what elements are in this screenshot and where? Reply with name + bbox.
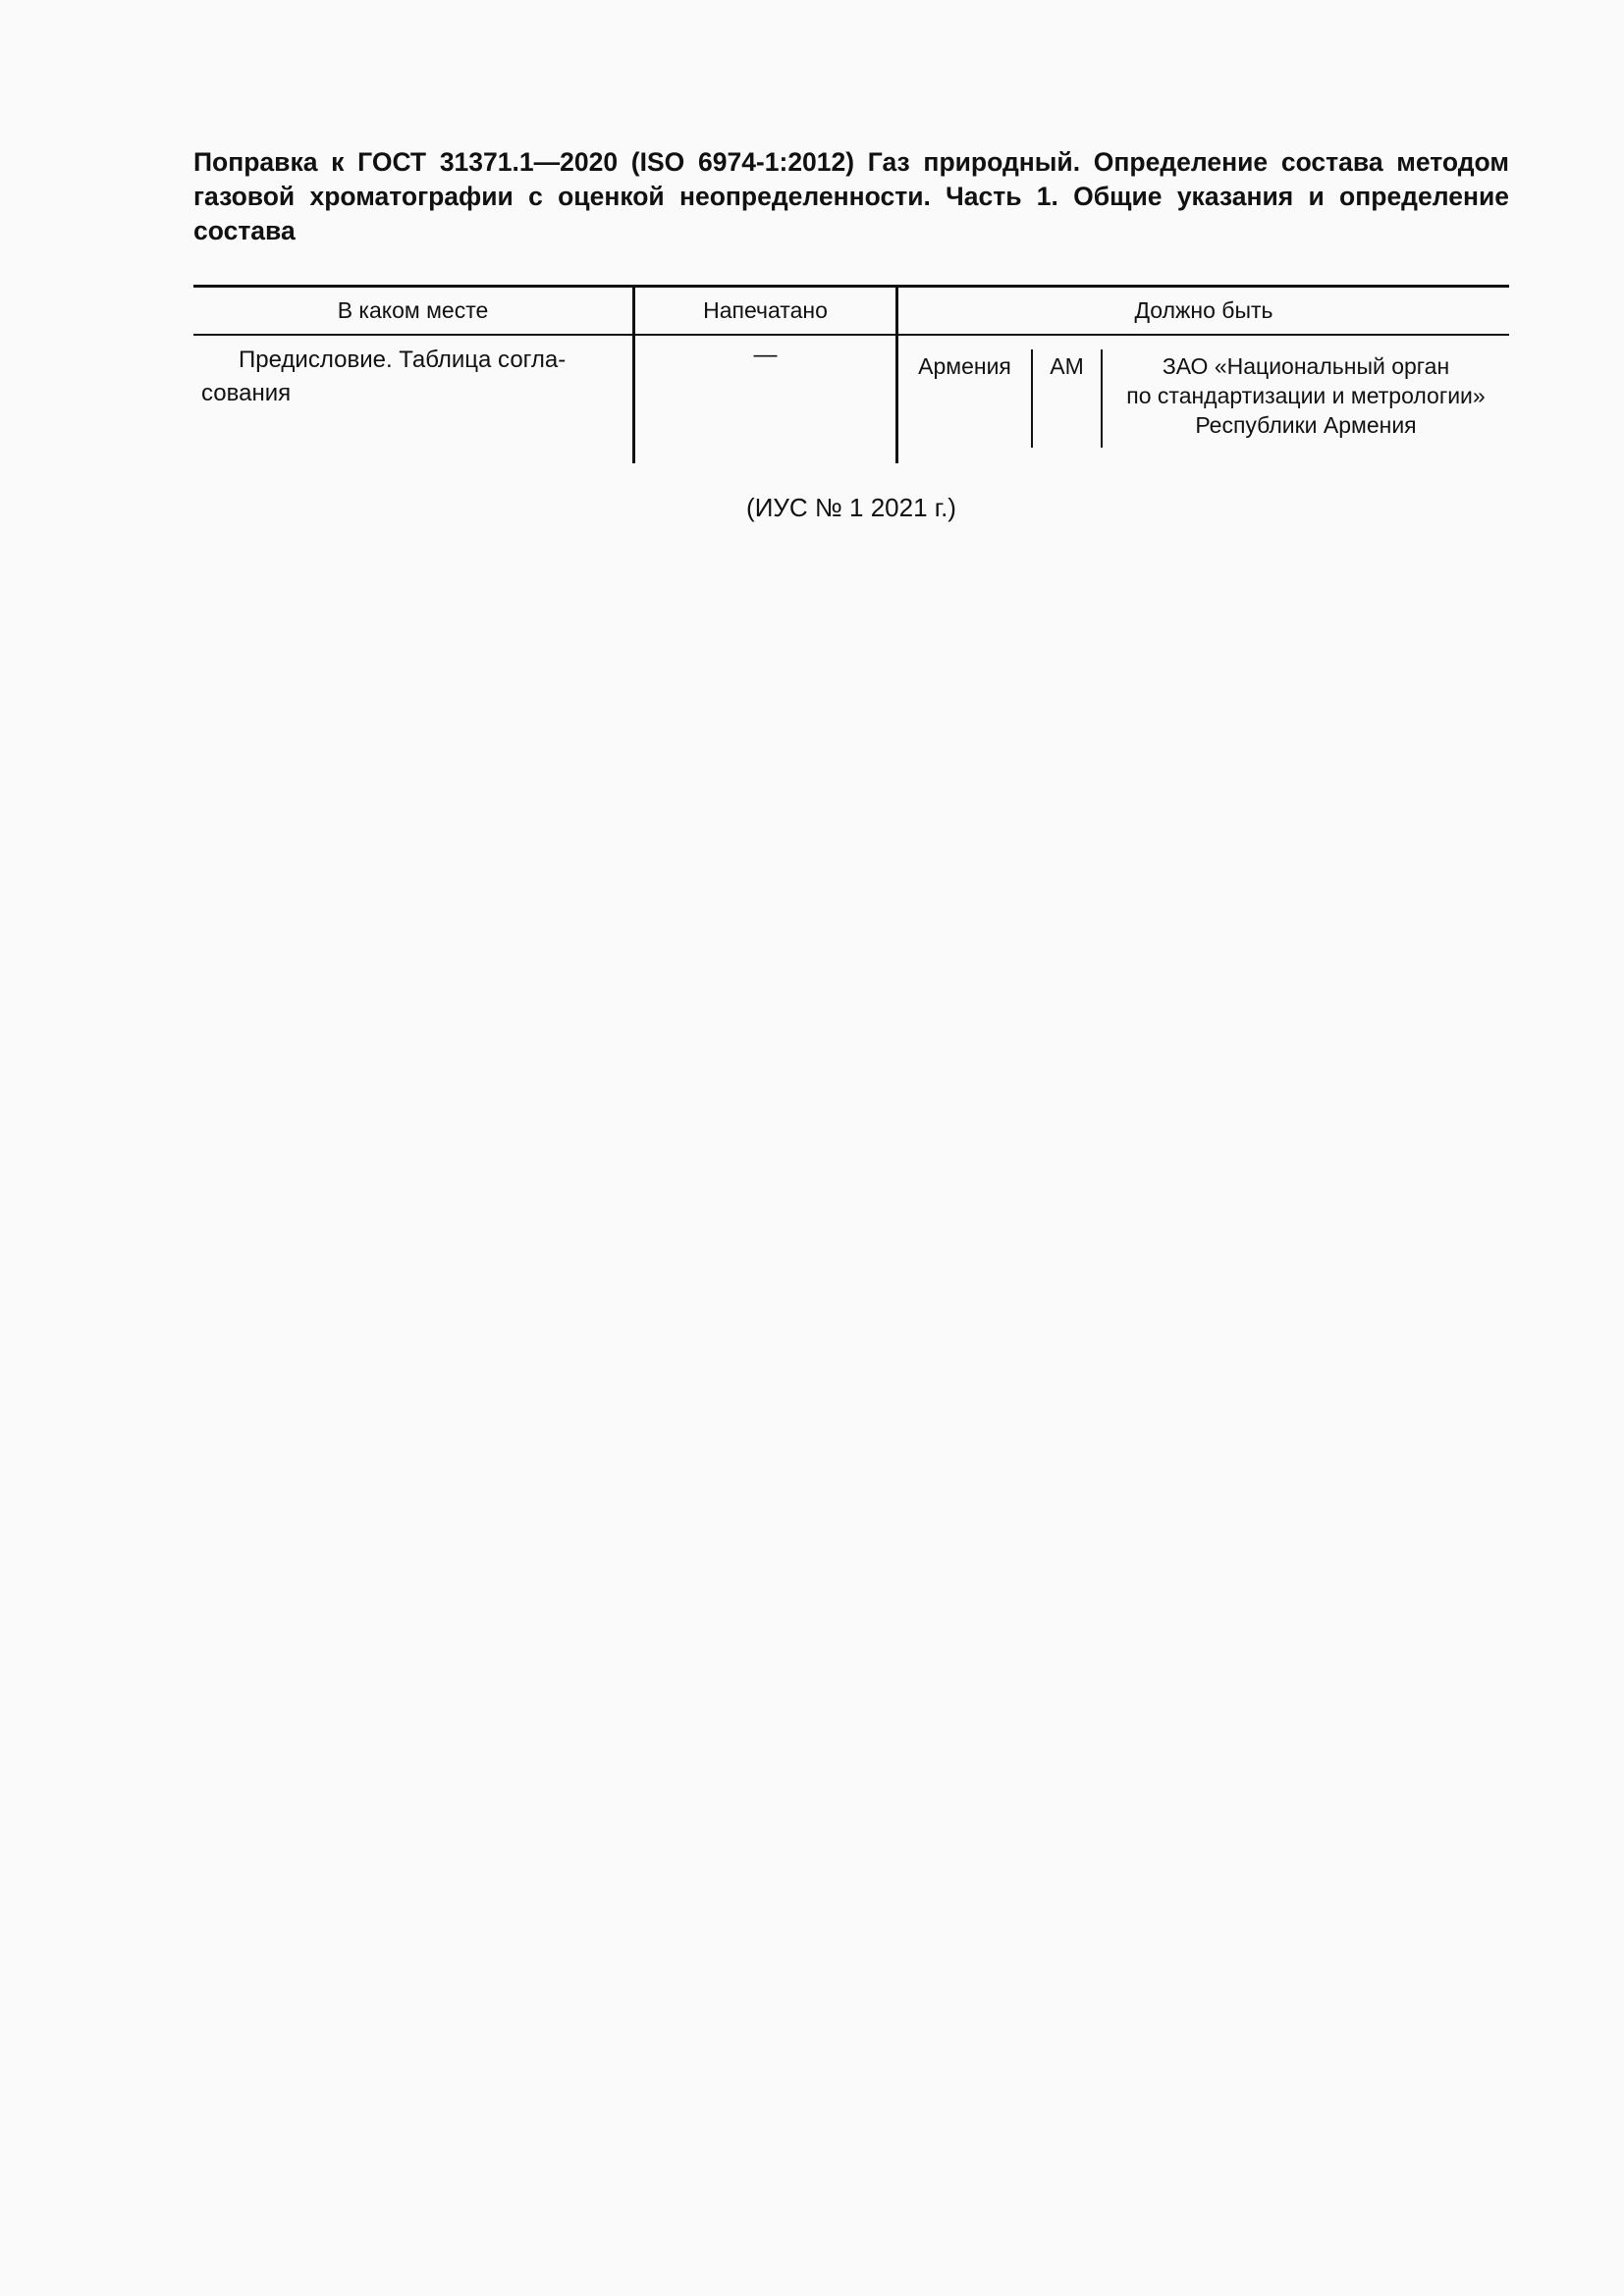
cell-country-code: AM <box>1050 353 1084 379</box>
organization-line: по стандартизации и метрологии» <box>1126 383 1486 408</box>
header-should-be: Должно быть <box>1134 297 1273 323</box>
cell-where: Предисловие. Таблица согласования <box>201 347 567 406</box>
footnote-ius: (ИУС № 1 2021 г.) <box>746 493 956 522</box>
table-header-rule <box>193 334 1509 336</box>
table-top-rule <box>193 285 1509 288</box>
cell-organization <box>1103 351 1509 440</box>
organization-line: ЗАО «Национальный орган <box>1162 353 1450 379</box>
cell-country: Армения <box>918 353 1011 379</box>
errata-table <box>193 285 1509 463</box>
organization-line: Республики Армения <box>1195 412 1417 438</box>
header-printed: Напечатано <box>703 297 828 323</box>
header-where: В каком месте <box>337 297 489 323</box>
cell-printed: — <box>753 342 778 368</box>
page-title: Поправка к ГОСТ 31371.1—2020 (ISO 6974-1:2012) Газ природный. Определение состава методом газовой хроматографии с оценкой неопределенности. Часть 1. Общие указания и определение состава <box>193 147 1509 245</box>
